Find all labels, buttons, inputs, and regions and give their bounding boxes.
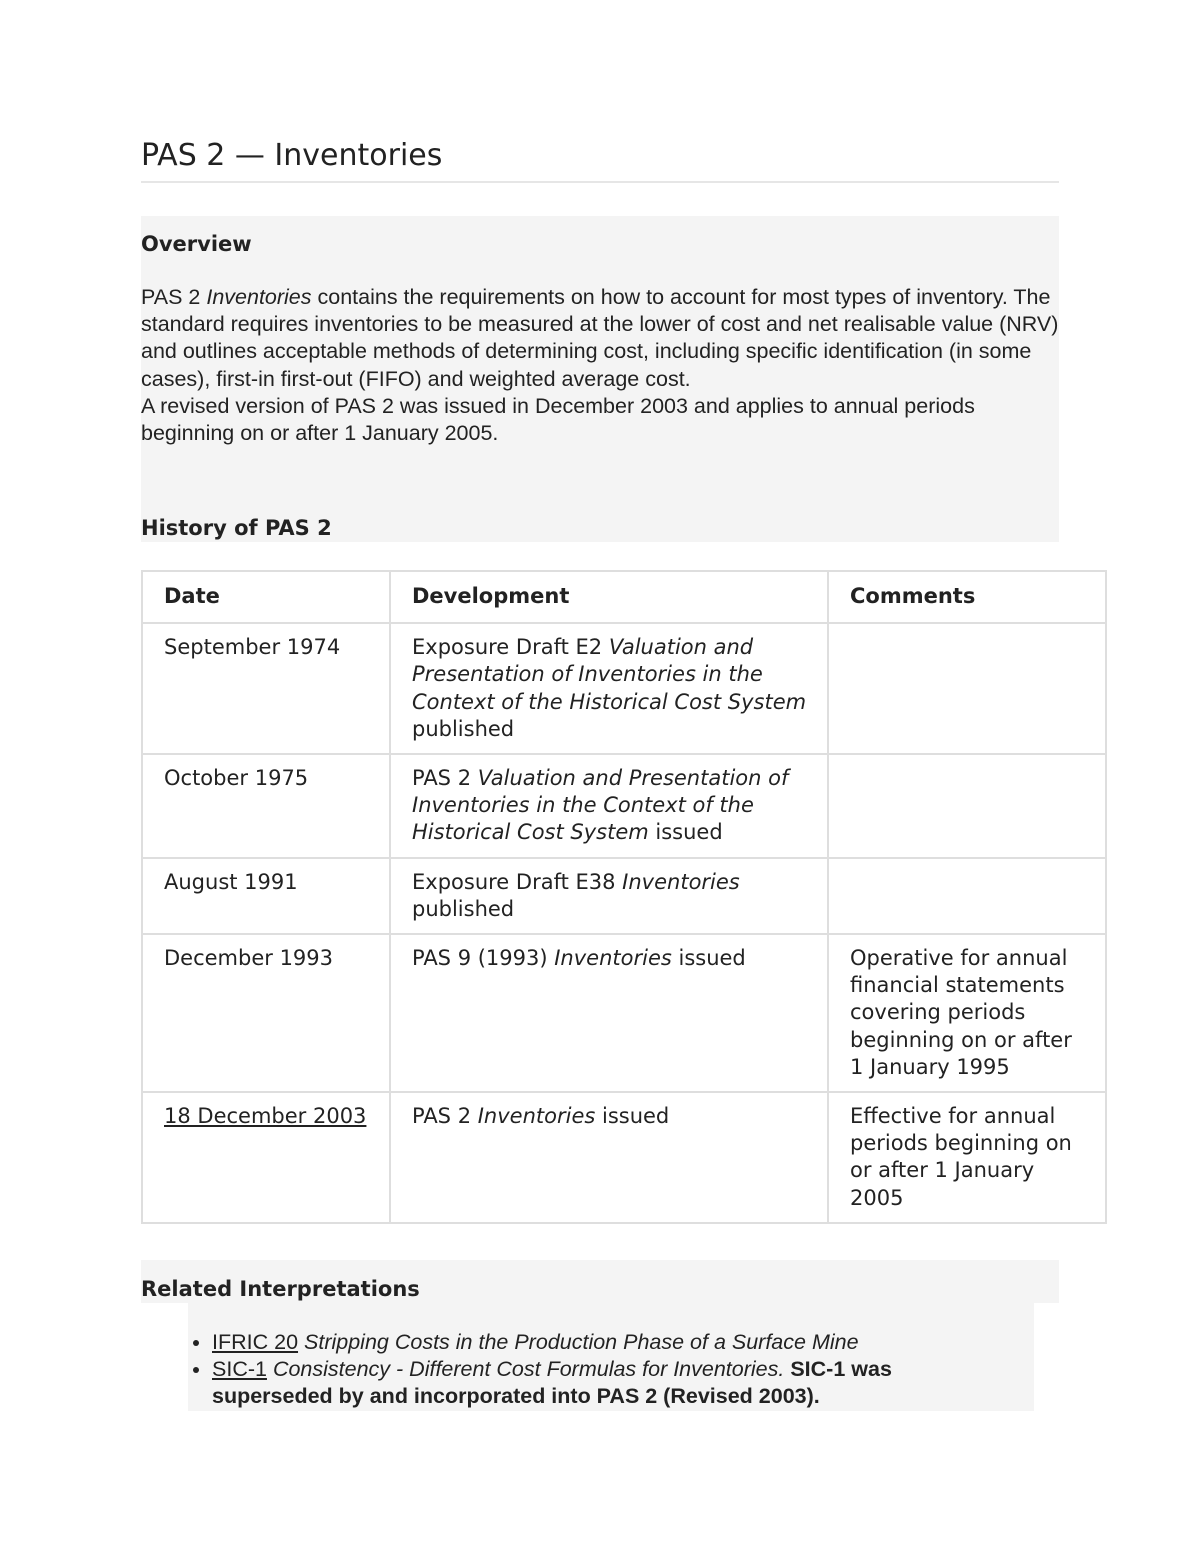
table-row bbox=[142, 754, 1106, 858]
list-item: • IFRIC 20 Stripping Costs in the Production Phase of a Surface Mine bbox=[212, 1329, 1012, 1356]
date-cell: August 1991 bbox=[142, 858, 390, 934]
column-header-comments: Comments bbox=[828, 571, 1106, 623]
table-row bbox=[142, 934, 1106, 1092]
comments-cell bbox=[828, 623, 1106, 754]
date-cell bbox=[142, 1092, 390, 1223]
page-title: PAS 2 — Inventories bbox=[141, 138, 1059, 183]
overview-text bbox=[141, 284, 1059, 447]
table-header-row bbox=[142, 571, 1106, 623]
date-cell: December 1993 bbox=[142, 934, 390, 1092]
related-interpretations-list bbox=[188, 1329, 1012, 1411]
list-item: • SIC-1 Consistency - Different Cost Formulas for Inventories. SIC-1 was superseded by and incorporated into PAS 2 (Revised 2003). bbox=[212, 1356, 1012, 1410]
comments-cell bbox=[828, 858, 1106, 934]
development-cell: Exposure Draft E2 Valuation and Presentation of Inventories in the Context of the Historical Cost System published bbox=[390, 623, 828, 754]
development-cell: PAS 2 Inventories issued bbox=[390, 1092, 828, 1223]
history-heading: History of PAS 2 bbox=[141, 516, 332, 540]
related-heading: Related Interpretations bbox=[141, 1277, 420, 1301]
development-cell: PAS 2 Valuation and Presentation of Inventories in the Context of the Historical Cost System issued bbox=[390, 754, 828, 858]
comments-cell: Operative for annual financial statements covering periods beginning on or after 1 January 1995 bbox=[828, 934, 1106, 1092]
history-table bbox=[141, 570, 1107, 1224]
date-cell: September 1974 bbox=[142, 623, 390, 754]
column-header-development: Development bbox=[390, 571, 828, 623]
sic-1-link[interactable]: SIC-1 bbox=[212, 1357, 267, 1382]
table-row bbox=[142, 1092, 1106, 1223]
development-cell: Exposure Draft E38 Inventories published bbox=[390, 858, 828, 934]
table-row bbox=[142, 858, 1106, 934]
date-cell: October 1975 bbox=[142, 754, 390, 858]
overview-heading: Overview bbox=[141, 232, 252, 256]
overview-paragraph-2: A revised version of PAS 2 was issued in December 2003 and applies to annual periods beginning on or after 1 January 2005. bbox=[141, 393, 975, 446]
development-cell: PAS 9 (1993) Inventories issued bbox=[390, 934, 828, 1092]
table-row bbox=[142, 623, 1106, 754]
comments-cell: Effective for annual periods beginning on or after 1 January 2005 bbox=[828, 1092, 1106, 1223]
column-header-date: Date bbox=[142, 571, 390, 623]
date-link[interactable]: 18 December 2003 bbox=[164, 1104, 367, 1129]
overview-paragraph-1: PAS 2 Inventories contains the requirements on how to account for most types of inventory. The standard requires inventories to be measured at the lower of cost and net realisable value (NRV) and outlines acceptable methods of determining cost, including specific identification (in some cases), first-in first-out (FIFO) and weighted average cost. bbox=[141, 285, 1059, 391]
ifric-20-link[interactable]: IFRIC 20 bbox=[212, 1330, 299, 1354]
comments-cell bbox=[828, 754, 1106, 858]
